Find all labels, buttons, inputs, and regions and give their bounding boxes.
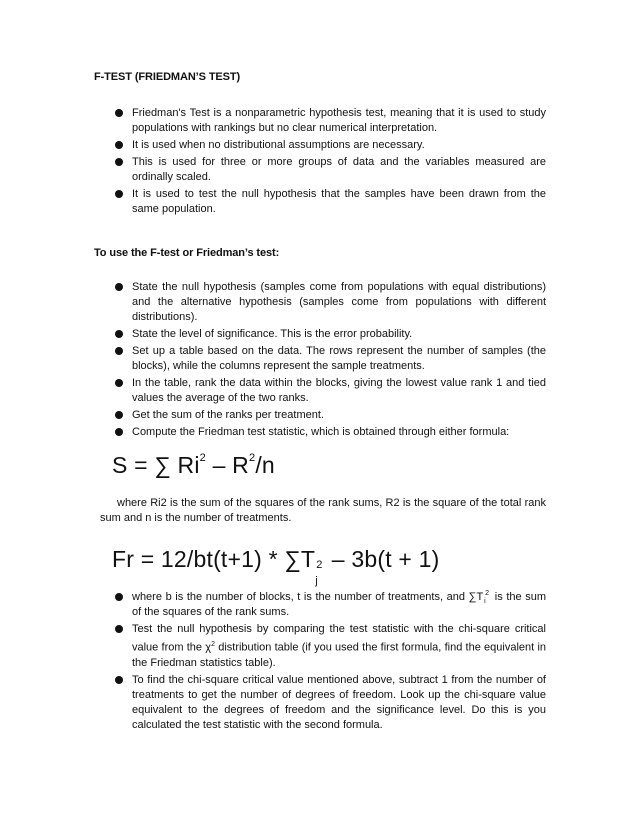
formula-s-part-c: /n <box>255 452 275 478</box>
bullet-text-part: Test the null hypothesis by comparing the test statistic with the chi-square critical value from the χ <box>132 623 546 654</box>
list-item: To find the chi-square critical value mentioned above, subtract 1 from the number of treatments to get the number of degrees of freedom. Look up the chi-square value equivalent to the degrees of freedom and the significance level. Do this is you calculated the test statistic with the second formula. <box>94 673 546 733</box>
f-test-bullet-list <box>94 106 546 219</box>
list-item: Compute the Friedman test statistic, which is obtained through either formula: <box>94 425 546 440</box>
formula-s-exponent-a: 2 <box>199 452 206 465</box>
bullet-text-part: distribution table (if you used the first formula, find the equivalent in the Friedman statistics table). <box>132 641 547 669</box>
list-item: Get the sum of the ranks per treatment. <box>94 408 546 423</box>
list-item: It is used when no distributional assumptions are necessary. <box>94 138 546 153</box>
inline-exponent: 2 <box>485 590 490 597</box>
formula-s <box>112 452 275 479</box>
list-item: State the level of significance. This is the error probability. <box>94 327 546 342</box>
list-item: Set up a table based on the data. The rows represent the number of samples (the blocks), while the columns represent the sample treatments. <box>94 344 546 374</box>
steps-bullet-list <box>94 280 546 442</box>
formula-s-explanation: where Ri2 is the sum of the squares of the rank sums, R2 is the square of the total rank sum and n is the number of treatments. <box>100 497 546 524</box>
bullet-text-part: is the sum of the squares of the rank sums. <box>132 591 546 618</box>
formula-fr-part-b: – 3b(t + 1) <box>325 546 440 572</box>
formula-fr <box>112 546 440 587</box>
list-item: This is used for three or more groups of data and the variables measured are ordinally scaled. <box>94 155 546 185</box>
list-item: Friedman's Test is a nonparametric hypothesis test, meaning that it is used to study populations with rankings but no clear numerical interpretation. <box>94 106 546 136</box>
formula-s-part-a: S = ∑ Ri <box>112 452 200 478</box>
bullet-text-part: where b is the number of blocks, t is the number of treatments, and ∑T <box>132 591 484 603</box>
list-item: In the table, rank the data within the blocks, giving the lowest value rank 1 and tied values the average of the two ranks. <box>94 376 546 406</box>
section-heading-f-test: F-TEST (FRIEDMAN’S TEST) <box>94 71 241 83</box>
list-item <box>94 590 546 620</box>
formula-s-exponent-b: 2 <box>248 452 256 465</box>
formula-fr-exponent: 2 <box>316 559 323 571</box>
inline-subscript: i <box>484 598 486 605</box>
chi-exponent: 2 <box>211 641 215 648</box>
formula-fr-part-a: Fr = 12/bt(t+1) * ∑T <box>112 546 316 572</box>
list-item: State the null hypothesis (samples come from populations with equal distributions) and the alternative hypothesis (samples come from populations with different distributions). <box>94 280 546 325</box>
formula-fr-subscript: j <box>315 575 318 587</box>
list-item: It is used to test the null hypothesis that the samples have been drawn from the same population. <box>94 187 546 217</box>
section-heading-how-to-use: To use the F-test or Friedman’s test: <box>94 247 280 259</box>
formula-s-part-b: – R <box>206 452 249 478</box>
conclusion-bullet-list <box>94 590 546 735</box>
list-item <box>94 622 546 671</box>
